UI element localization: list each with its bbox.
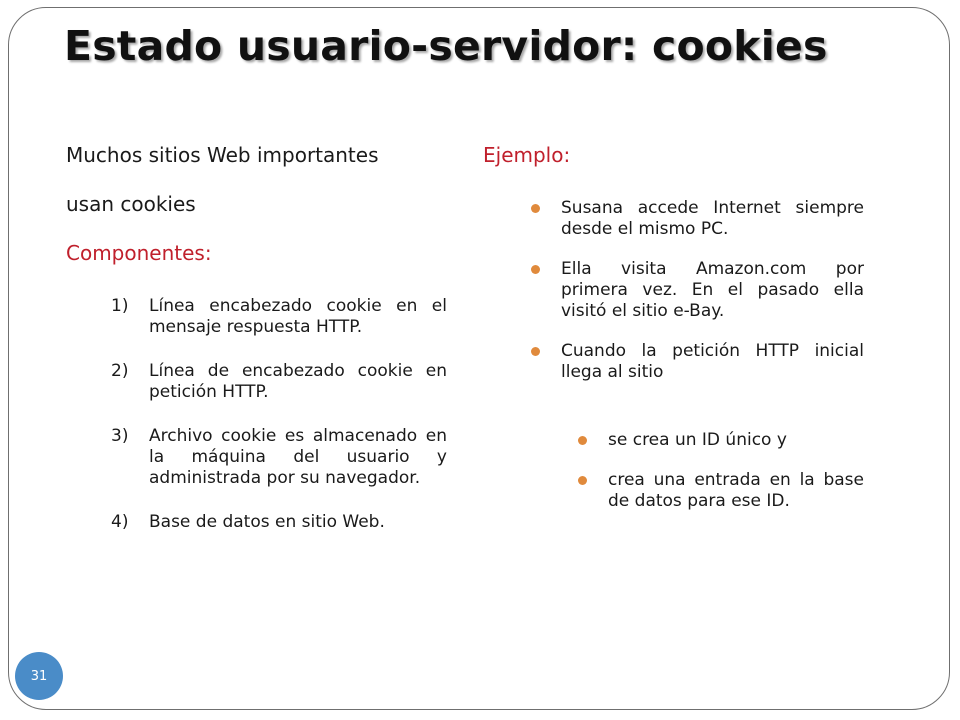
list-item-number: 3) [111,426,129,446]
list-item [111,426,447,489]
bullet-dot-icon [578,436,587,445]
list-item-text: Base de datos en sitio Web. [149,512,385,532]
left-column [66,143,450,532]
list-item [111,512,447,533]
list-item-number: 1) [111,296,129,316]
components-list [111,296,447,556]
list-item-text: Línea de encabezado cookie en petición HTTP. [149,361,447,402]
right-column [483,143,868,511]
bullet-dot-icon [578,476,587,485]
list-item-text: Ella visita Amazon.com por primera vez. En el pasado ella visitó el sitio e-Bay. [561,259,864,321]
list-item [531,341,864,383]
components-heading: Componentes: [66,241,212,265]
bullet-dot-icon [531,265,540,274]
intro-line-1: Muchos sitios Web importantes [66,143,379,167]
list-item-number: 2) [111,361,129,381]
list-item [111,361,447,403]
example-sub-bullet-list [578,430,864,531]
list-item-text: crea una entrada en la base de datos para ese ID. [608,470,864,511]
list-item [531,259,864,322]
example-bullet-list [531,198,864,402]
list-item [531,198,864,240]
list-item-text: Línea encabezado cookie en el mensaje respuesta HTTP. [149,296,447,337]
list-item-text: se crea un ID único y [608,430,787,450]
list-item-text: Archivo cookie es almacenado en la máquina del usuario y administrada por su navegador. [149,426,447,488]
list-item-number: 4) [111,512,129,532]
bullet-dot-icon [531,347,540,356]
example-heading: Ejemplo: [483,143,571,167]
page-number-badge: 31 [15,652,63,700]
list-item [111,296,447,338]
list-item [578,430,864,451]
list-item [578,470,864,512]
intro-line-2: usan cookies [66,192,196,216]
bullet-dot-icon [531,204,540,213]
list-item-text: Cuando la petición HTTP inicial llega al sitio [561,341,864,382]
list-item-text: Susana accede Internet siempre desde el mismo PC. [561,198,864,239]
slide-title: Estado usuario-servidor: cookies [64,22,828,70]
